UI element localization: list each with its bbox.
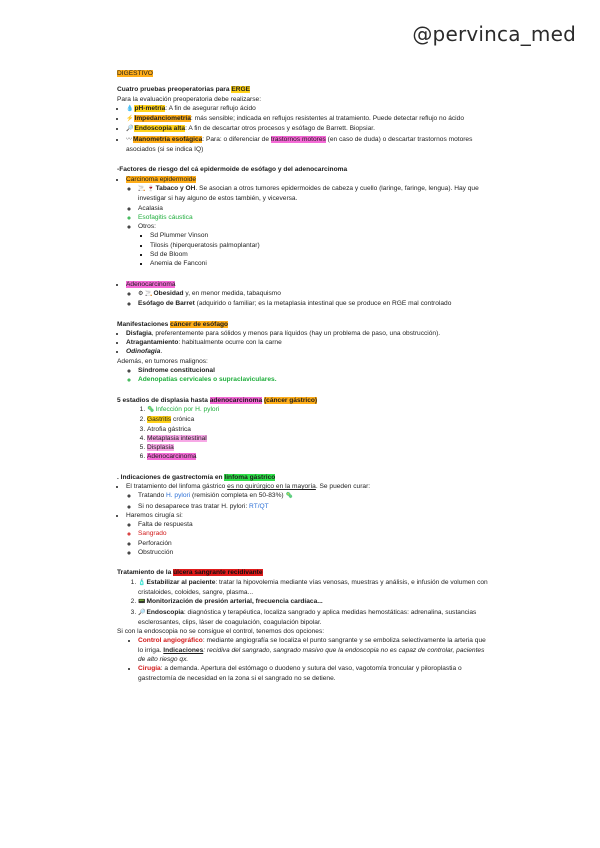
list-item: 3. Atrofia gástrica [147,425,492,434]
cigarette-wine-icon: 🚬 🍷 [138,185,155,192]
list-item: ◦ Sangrado [138,529,492,538]
list-item: • Carcinoma epidermoide ◦ 🚬 🍷Tabaco y OH. Se asocian a otros tumores epidermoides de cabeza y cuello (laringe, faringe, lengua). Hay que investigar si hay alguno de estos también, y viceversa. ◦ Acalasia ◦ Esofagitis cáustica ◦ Otros: ▪ Sd Plummer Vinson ▪ Tilosis (hiperqueratosis palmoplantar) ▪ Sd de Bloom ▪ Anemia de Fanconi [126,175,492,269]
iv-bag-icon: 🧴 [138,579,146,586]
list-item: • Control angiográfico: mediante angiografía se localiza el punto sangrante y se emboliza selectivamente la arteria que lo irriga. Indicaciones: recidiva del sangrado, sangrado masivo que la endoscopia no es capaz de controlar, pacientes de alto riesgo qx. [138,636,492,664]
list-item: ◦ Esófago de Barret (adquirido o familiar; es la metaplasia intestinal que se produce en RGE mal controlado [138,299,492,308]
ulcer-options-intro: Si con la endoscopia no se consigue el control, tenemos dos opciones: [117,628,325,636]
list-item: 4. Metaplasia intestinal [147,434,492,443]
manifestation-list [117,329,492,357]
list-item: • 💧pH-metría: A fin de asegurar reflujo ácido [126,104,492,114]
list-item: • Odinofagia. [126,347,492,356]
lymphoma-list [117,482,492,557]
monitor-icon: 📟 [138,599,146,606]
list-item: ◦ Otros: ▪ Sd Plummer Vinson ▪ Tilosis (hiperqueratosis palmoplantar) ▪ Sd de Bloom ▪ Anemia de Fanconi [138,222,492,268]
list-item: 3. 🔎Endoscopia: diagnóstica y terapéutica, localiza sangrado y aplica medidas hemostáticas: adrenalina, sustancias esclerosantes, clips, láser de coagulación, coagulación bipolar. [138,608,492,628]
list-item: 2. 📟Monitorización de presión arterial, frecuencia cardíaca... [138,597,492,607]
risk-factors-heading: -Factores de riesgo del cá epidermoide de esófago y del adenocarcinoma [117,166,348,174]
list-item: • El tratamiento del linfoma gástrico es no quirúrgico en la mayoría. Se pueden curar: ◦ Tratando H. pylori (remisión completa en 50-83%) 🦠 ◦ Si no desaparece tras tratar H. pylori: RT/QT [126,482,492,511]
ulcer-heading: Tratamiento de la úlcera sangrante recidivante [117,569,263,577]
ulcer-steps [117,578,492,627]
manifestations-heading: Manifestaciones cáncer de esófago [117,320,229,328]
list-item: ◦ Adenopatías cervicales o supraclaviculares. [138,375,492,384]
list-item: ◦ 🚬 🍷Tabaco y OH. Se asocian a otros tumores epidermoides de cabeza y cuello (laringe, faringe, lengua). Hay que investigar si hay alguno de estos también, y viceversa. [138,184,492,204]
magnifier-icon: 🔎 [138,609,146,616]
list-item: • 〰Manometría esofágica: Para: o diferenciar de trastornos motores (en caso de duda) o descartar trastornos motores asociados (si se indica IQ) [126,135,492,155]
malignant-intro: Además, en tumores malignos: [117,357,208,365]
malignant-list [117,366,492,385]
lightning-icon: ⚡ [126,116,134,123]
list-item: • Disfagia, preferentemente para sólidos y menos para líquidos (hay un problema de paso, una obstrucción). [126,329,492,338]
magnifier-icon: 🔎 [126,126,134,133]
list-item: ▪ Anemia de Fanconi [150,259,492,268]
ulcer-options [117,636,492,682]
bacteria-icon: 🦠 [285,493,293,500]
list-item: • Haremos cirugía si: ◦ Falta de respuesta ◦ Sangrado ◦ Perforación ◦ Obstrucción [126,511,492,557]
list-item: 1. 🦠Infección por H. pylori [147,405,492,415]
list-item: 1. 🧴Estabilizar al paciente: tratar la hipovolemia mediante vías venosas, muestras y análisis, e infusión de volumen con cristaloides, coloides, sangre, plasma... [138,578,492,598]
bacteria-icon: 🦠 [147,406,155,413]
list-item: ◦ Tratando H. pylori (remisión completa en 50-83%) 🦠 [138,491,492,501]
list-item: • ⚡Impedanciometría: más sensible; indicada en reflujos resistentes al tratamiento. Puede detectar reflujo no ácido [126,114,492,124]
drop-icon: 💧 [126,105,134,112]
erge-heading: Cuatro pruebas preoperatorias para ERGE [117,86,251,94]
wave-icon: 〰 [126,136,133,143]
list-item: • Cirugía: a demanda. Apertura del estómago o duodeno y sutura del vaso, vagotomía troncular y piloroplastia o gastrectomía de necesidad en la zona si el sangrado no se detiene. [138,664,492,683]
list-item: 5. Displasia [147,443,492,452]
list-item: ◦ Acalasia [138,204,492,213]
list-item: ◦ ⚙ 🚬Obesidad y, en menor medida, tabaquismo [138,289,492,299]
risk-factor-list [117,175,492,269]
list-item: 2. Gastritis crónica [147,415,492,424]
list-item: ▪ Sd Plummer Vinson [150,231,492,240]
erge-test-list [117,104,492,154]
lymphoma-heading: . Indicaciones de gastrectomía en linfoma gástrico [117,473,276,481]
list-item: ◦ Si no desaparece tras tratar H. pylori: RT/QT [138,502,492,511]
list-item: • Atragantamiento: habitualmente ocurre con la carne [126,338,492,347]
list-item: ◦ Síndrome constitucional [138,366,492,375]
gear-cigarette-icon: ⚙ 🚬 [138,290,153,297]
list-item: ◦ Obstrucción [138,548,492,557]
erge-intro: Para la evaluación preoperatoria debe realizarse: [117,95,262,103]
notes-document [117,69,492,683]
list-item: 6. Adenocarcinoma [147,452,492,461]
list-item: ▪ Tilosis (hiperqueratosis palmoplantar) [150,241,492,250]
adeno-risk-list [117,280,492,309]
list-item: • 🔎Endoscopia alta: A fin de descartar otros procesos y esófago de Barrett. Biopsiar. [126,124,492,134]
list-item: • Adenocarcinoma ◦ ⚙ 🚬Obesidad y, en menor medida, tabaquismo ◦ Esófago de Barret (adquirido o familiar; es la metaplasia intestinal que se produce en RGE mal controlado [126,280,492,309]
doc-title: DIGESTIVO [117,70,153,77]
list-item: ◦ Perforación [138,539,492,548]
dysplasia-heading: 5 estadios de displasia hasta adenocarcinoma (cáncer gástrico) [117,396,318,404]
list-item: ◦ Falta de respuesta [138,520,492,529]
list-item: ▪ Sd de Bloom [150,250,492,259]
dysplasia-stages [117,405,492,462]
list-item: ◦ Esofagitis cáustica [138,213,492,222]
author-handle: @pervinca_med [412,22,576,46]
